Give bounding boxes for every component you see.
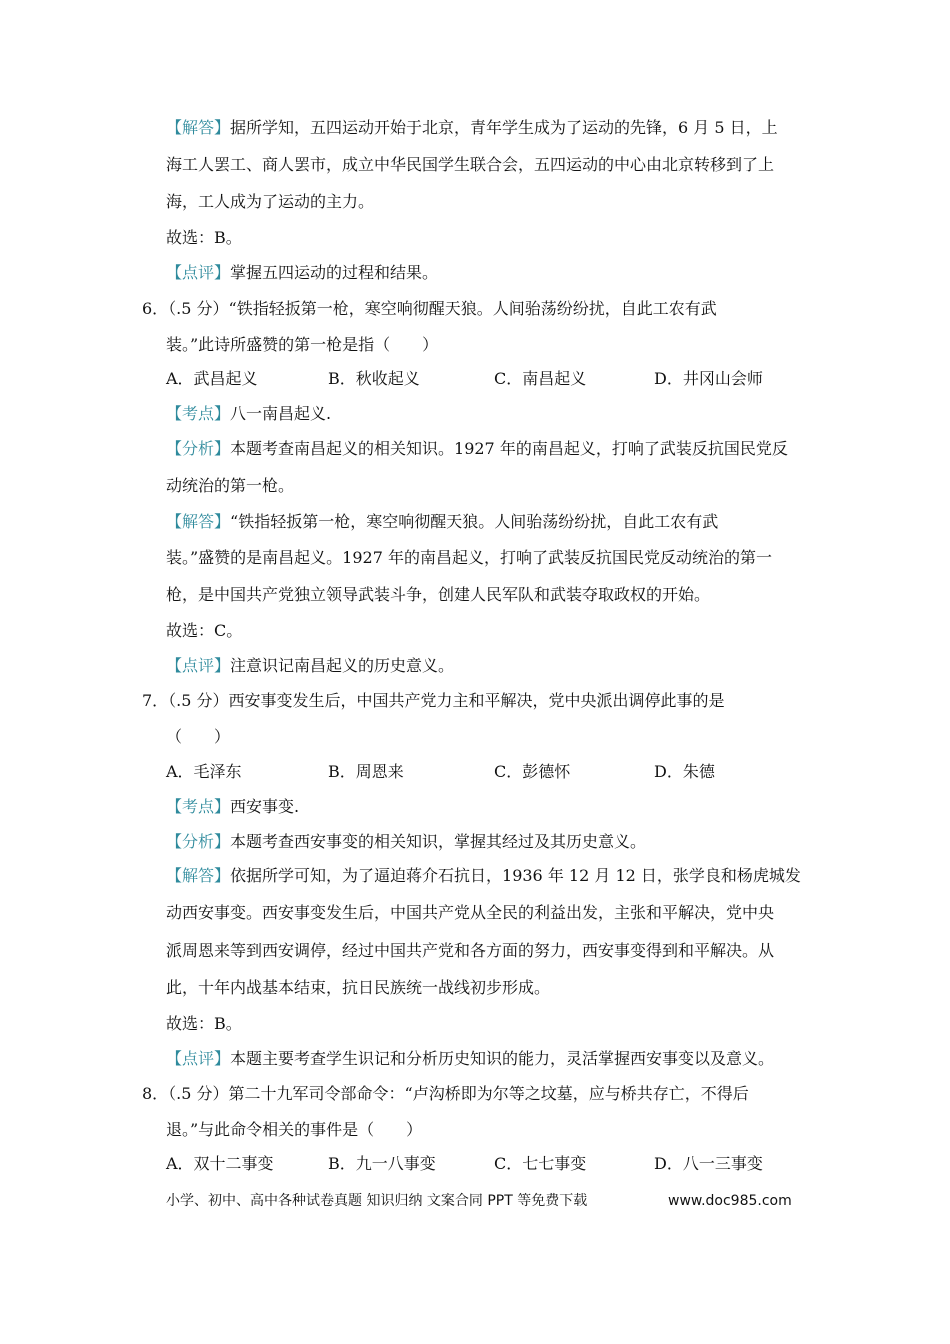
q6-stem-line-2: 装。”此诗所盛赞的第一枪是指（ ） [166, 335, 439, 354]
q6-analysis-line-1: 【分析】本题考查南昌起义的相关知识。1927 年的南昌起义，打响了武装反抗国民党反 [166, 439, 788, 458]
q6-answer-tag: 【解答】 [166, 512, 231, 531]
q7-point-tag: 【考点】 [166, 797, 231, 816]
q6-point-tag: 【考点】 [166, 404, 231, 423]
q6-analysis-line-2: 动统治的第一枪。 [166, 476, 295, 495]
q7-stem-line-1: 7．（.5 分）西安事变发生后，中国共产党力主和平解决，党中央派出调停此事的是 [142, 691, 725, 710]
q7-review-tag: 【点评】 [166, 1049, 231, 1068]
q5-review-tag: 【点评】 [166, 263, 231, 282]
q6-answer-line-1: 【解答】“铁指轻扳第一枪，寒空响彻醒天狼。人间骀荡纷纷扰，自此工农有武 [166, 512, 719, 531]
q6-option-a: A．武昌起义 [166, 369, 258, 388]
q8-option-b: B．九一八事变 [328, 1154, 436, 1173]
q6-choice: 故选：C。 [166, 621, 243, 640]
q6-review-tag: 【点评】 [166, 656, 231, 675]
footer-text: 小学、初中、高中各种试卷真题 知识归纳 文案合同 PPT 等免费下载 [166, 1193, 588, 1209]
q7-answer-tag: 【解答】 [166, 866, 231, 885]
q8-stem-line-1: 8．（.5 分）第二十九军司令部命令：“卢沟桥即为尔等之坟墓，应与桥共存亡，不得后 [142, 1084, 749, 1103]
q7-point: 【考点】西安事变. [166, 797, 300, 816]
q6-option-d: D．井冈山会师 [654, 369, 763, 388]
q5-answer-line-2: 海工人罢工、商人罢市，成立中华民国学生联合会，五四运动的中心由北京转移到了上 [166, 155, 775, 174]
q7-answer-line-4: 此，十年内战基本结束，抗日民族统一战线初步形成。 [166, 978, 551, 997]
q7-stem-line-2: （ ） [166, 727, 231, 746]
q5-answer-line-3: 海，工人成为了运动的主力。 [166, 192, 375, 211]
q7-answer-line-1: 【解答】依据所学可知，为了逼迫蒋介石抗日，1936 年 12 月 12 日，张学良和杨虎城发 [166, 866, 801, 885]
q5-answer-tag: 【解答】 [166, 118, 231, 137]
q6-stem-line-1: 6．（.5 分）“铁指轻扳第一枪，寒空响彻醒天狼。人间骀荡纷纷扰，自此工农有武 [142, 299, 717, 318]
q7-option-d: D．朱德 [654, 762, 715, 781]
q6-analysis-tag: 【分析】 [166, 439, 231, 458]
q5-answer-line-1: 【解答】据所学知，五四运动开始于北京，青年学生成为了运动的先锋，6 月 5 日，上 [166, 118, 778, 137]
q7-analysis-tag: 【分析】 [166, 832, 231, 851]
q6-review: 【点评】注意识记南昌起义的历史意义。 [166, 656, 455, 675]
q6-point: 【考点】八一南昌起义. [166, 404, 332, 423]
q7-answer-line-2: 动西安事变。西安事变发生后，中国共产党从全民的利益出发，主张和平解决，党中央 [166, 903, 775, 922]
q5-choice: 故选：B。 [166, 228, 242, 247]
q8-option-c: C．七七事变 [494, 1154, 587, 1173]
footer-url[interactable]: www.doc985.com [668, 1193, 792, 1209]
q5-review: 【点评】掌握五四运动的过程和结果。 [166, 263, 439, 282]
q7-option-a: A．毛泽东 [166, 762, 242, 781]
q7-analysis: 【分析】本题考查西安事变的相关知识，掌握其经过及其历史意义。 [166, 832, 647, 851]
q7-answer-line-3: 派周恩来等到西安调停，经过中国共产党和各方面的努力，西安事变得到和平解决。从 [166, 941, 775, 960]
q6-answer-line-3: 枪，是中国共产党独立领导武装斗争，创建人民军队和武装夺取政权的开始。 [166, 585, 711, 604]
q7-choice: 故选：B。 [166, 1014, 242, 1033]
q7-review: 【点评】本题主要考查学生识记和分析历史知识的能力，灵活掌握西安事变以及意义。 [166, 1049, 775, 1068]
q8-option-a: A．双十二事变 [166, 1154, 274, 1173]
q7-option-c: C．彭德怀 [494, 762, 571, 781]
q6-answer-line-2: 装。”盛赞的是南昌起义。1927 年的南昌起义，打响了武装反抗国民党反动统治的第一 [166, 548, 772, 567]
q7-option-b: B．周恩来 [328, 762, 404, 781]
q6-option-b: B．秋收起义 [328, 369, 420, 388]
q8-stem-line-2: 退。”与此命令相关的事件是（ ） [166, 1120, 423, 1139]
q6-option-c: C．南昌起义 [494, 369, 587, 388]
q8-option-d: D．八一三事变 [654, 1154, 763, 1173]
